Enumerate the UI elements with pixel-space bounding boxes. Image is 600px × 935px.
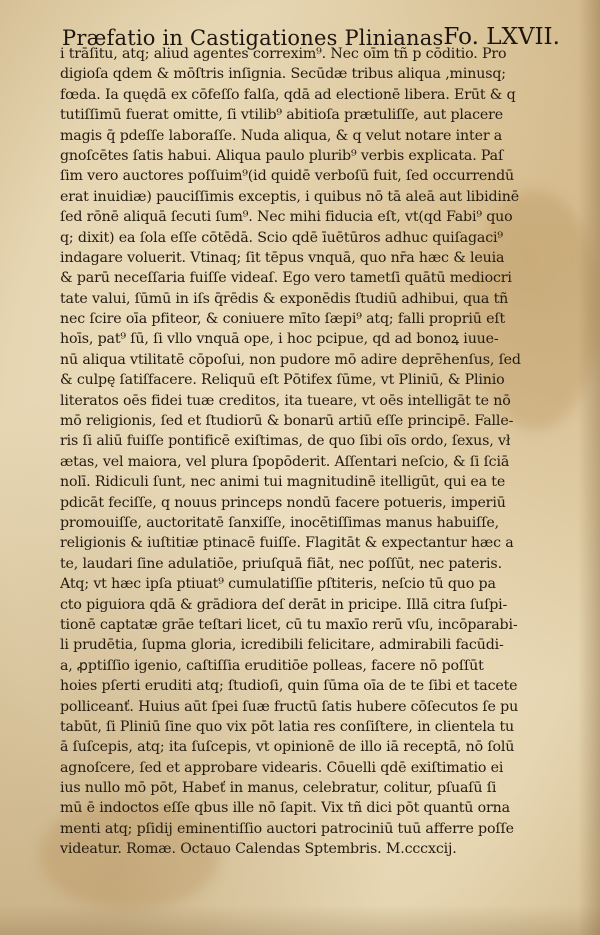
text-line: fœda. Ia quędā ex cōfeſſo falſa, qdā ad electionē libera. Erūt & q [60,86,516,103]
text-line: tabūt, ſi Pliniū ſine quo vix pōt latia res conſiſtere, in clientela tu [60,718,515,735]
running-title: Præfatio in Castigationes Plinianas [62,26,444,50]
text-line: menti atq; pſidij eminentiſſio auctori patrociniū tuū afferre poſſe [60,820,514,837]
folio-number: Fo. LXVII. [443,24,560,50]
text-line: ā ſuſcepis, atq; ita ſuſcepis, vt opinionē de illo iā receptā, nō ſolū [60,739,515,756]
text-line: magis q̄ pdeſſe laboraſſe. Nuda aliqua, & q velut notare inter a [60,127,503,144]
page-edge-shadow [578,0,600,935]
text-line: religionis & iuſtitiæ ptinacē fuiſſe. Flagitāt & expectantur hæc a [60,535,514,552]
text-line: ris ſi aliū fuiſſe pontificē exiſtimas, de quo ſibi oīs ordo, ſexus, vł [60,433,511,450]
text-line: digioſa qdem & mōſtris inſignia. Secūdæ tribus aliqua ,minusq; [60,66,506,83]
text-line: nec ſcire oīa pfiteor, & coniuere mīto ſæpi⁹ atq; falli propriū eſt [60,311,505,328]
text-line: & culpę ſatiſfacere. Reliquū eſt Pōtifex ſūme, vt Pliniū, & Plinio [60,372,505,389]
text-line: a, ꝓptiſſio igenio, caſtiſſia eruditiōe polleas, facere nō poſſūt [60,657,484,674]
text-line: nolī. Ridiculi ſunt, nec animi tui magnitudinē itelligūt, qui ea te [60,474,506,491]
text-line: cto piguiora qdā & grādiora deſ derāt in pricipe. Illā citra ſuſpi- [60,596,508,613]
text-line: gnoſcētes ſatis habui. Aliqua paulo plurib⁹ verbis explicata. Paſ [60,147,504,164]
text-line: erat inuidiæ) pauciſſimis exceptis, i quibus nō tā aleā aut libidinē [60,188,520,205]
text-line: literatos oēs fidei tuæ creditos, ita tueare, vt oēs intelligāt te nō [60,392,511,409]
text-line: te, laudari ſine adulatiōe, priuſquā fiāt, nec poſſūt, nec pateris. [60,555,502,572]
text-line: hoīs, pat⁹ ſū, ſi vllo vnquā ope, i hoc pcipue, qd ad bonoꝝ iuue- [60,331,499,348]
text-line: i trāſitu, atq; aliud agentes correxim⁹. Nec oīm tñ p cōditio. Pro [60,46,507,62]
text-line: ſim vero auctores poſſuim⁹(id quidē verboſū fuit, ſed occurrendū [60,168,514,185]
text-line: ſed rōnē aliquā ſecuti ſum⁹. Nec mihi fiducia eſt, vt(qd Fabi⁹ quo [60,209,513,226]
text-line: tionē captatæ grāe teſtari licet, cū tu maxīo rerū vſu, incōparabi- [60,616,518,633]
text-line: videatur. Romæ. Octauo Calendas Sptembris. M.cccxcij. [60,841,457,858]
text-line: ius nullo mō pōt, Habeť in manus, celebratur, colitur, pſuaſū ſi [60,780,497,797]
text-line: promouiſſe, auctoritatē ſanxiſſe, inocētiſſimas manus habuiſſe, [60,514,499,531]
text-line: & parū neceſſaria fuiſſe videaſ. Ego vero tametſi quātū mediocri [60,270,512,287]
text-line: q; dixit) ea ſola eſſe cōtēdā. Scio qdē īuētūros adhuc quiſagaci⁹ [60,229,503,246]
text-line: pdicāt feciſſe, q nouus princeps nondū facere potueris, imperiū [60,494,506,511]
text-line: li prudētia, ſupma gloria, icredibili felicitare, admirabili facūdi- [60,637,504,654]
text-line: tate valui, ſūmū in iſs q̄rēdis & exponēdis ſtudiū adhibui, qua tñ [60,290,509,307]
text-line: nū aliqua vtilitatē cōpoſui, non pudore mō adire deprēhenſus, ſed [60,351,521,368]
text-line: mō religionis, ſed et ſtudiorū & bonarū artiū eſſe principē. Falle- [60,413,514,430]
text-line: indagare voluerit. Vtinaq; ſit tēpus vnquā, quo nr̄a hæc & leuia [60,249,505,266]
text-line: Atq; vt hæc ipſa ptiuat⁹ cumulatiſſie pſtiteris, neſcio tū quo pa [60,576,496,593]
text-line: polliceanť. Huius aūt ſpei ſuæ fructū ſatis hubere cōſecutos ſe pu [60,698,519,715]
preface-text [60,44,550,860]
text-line: agnoſcere, ſed et approbare videaris. Cōuelli qdē exiſtimatio ei [60,759,504,776]
text-line: hoies pſerti eruditi atq; ſtudioſi, quin ſūma oīa de te ſibi et tacete [60,678,518,695]
page-bottom-shadow [0,905,600,935]
text-line: ætas, vel maiora, vel plura ſpopōderit. Aſſentari neſcio, & ſi ſciā [60,453,510,470]
text-line: tutiſſimū fuerat omitte, ſi vtilib⁹ abitioſa prætuliſſe, aut placere [60,107,504,124]
text-line: mū ē indoctos eſſe qbus ille nō ſapit. Vix tñ dici pōt quantū orna [60,800,510,817]
